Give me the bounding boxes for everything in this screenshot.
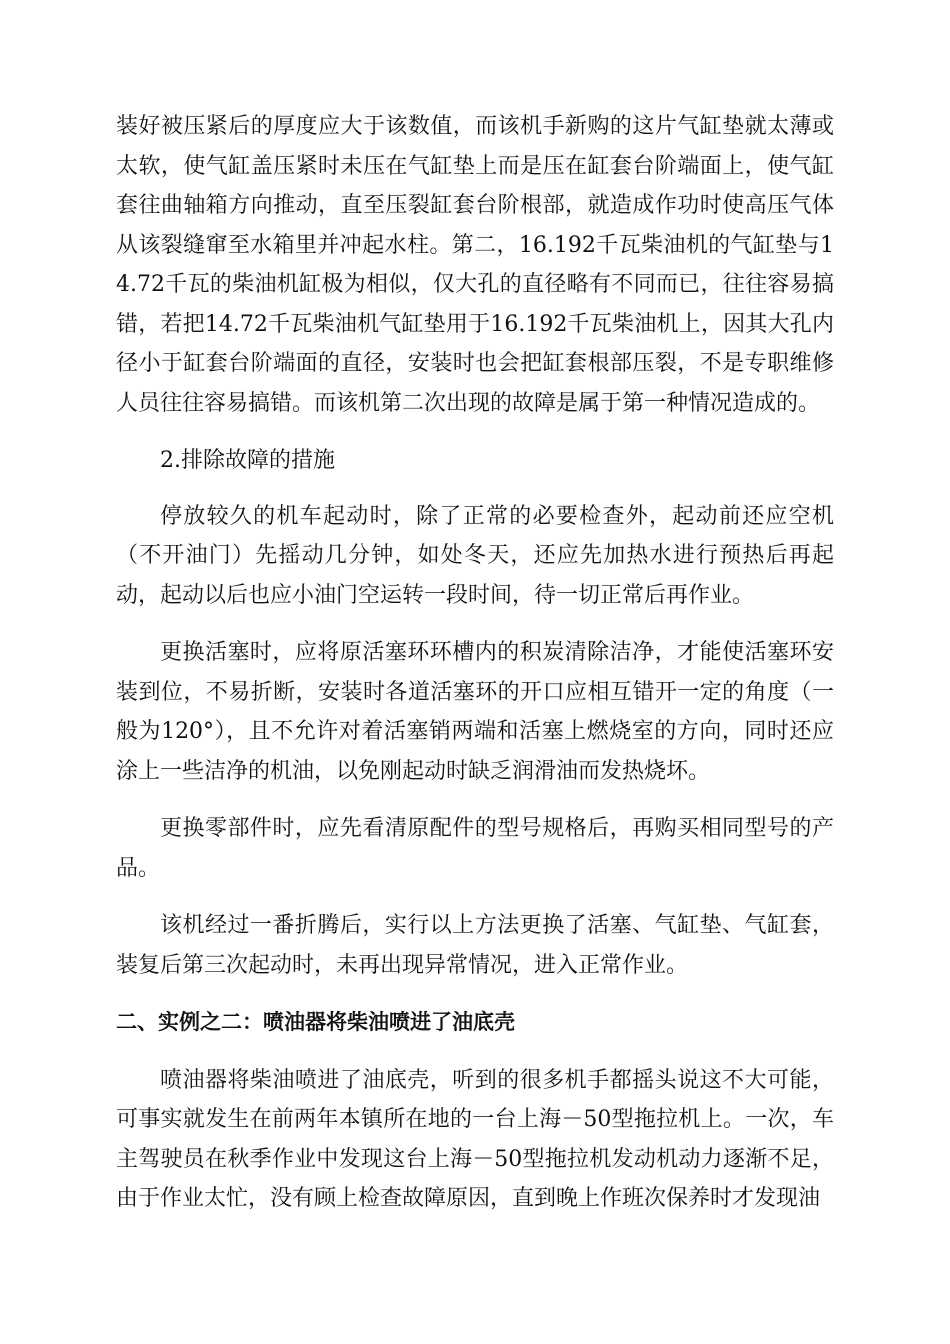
paragraph-parts-replacement: 更换零部件时，应先看清原配件的型号规格后，再购买相同型号的产品。 bbox=[116, 816, 834, 881]
paragraph-repair-result: 该机经过一番折腾后，实行以上方法更换了活塞、气缸垫、气缸套，装复后第三次起动时，未再出现异常情况，进入正常作业。 bbox=[116, 913, 834, 978]
subheading-troubleshooting-measures: 2.排除故障的措施 bbox=[160, 448, 335, 473]
paragraph-piston-replacement: 更换活塞时，应将原活塞环环槽内的积炭清除洁净，才能使活塞环安装到位，不易折断，安装时各道活塞环的开口应相互错开一定的角度（一般为120°），且不允许对着活塞销两端和活塞上燃烧室的方向，同时还应涂上一些洁净的机油，以免刚起动时缺乏润滑油而发热烧坏。 bbox=[116, 640, 834, 784]
document-page bbox=[116, 107, 834, 1237]
paragraph-injector-case: 喷油器将柴油喷进了油底壳，听到的很多机手都摇头说这不大可能，可事实就发生在前两年本镇所在地的一台上海－50型拖拉机上。一次，车主驾驶员在秋季作业中发现这台上海－50型拖拉机发动机动力逐渐不足，由于作业太忙，没有顾上检查故障原因，直到晚上作班次保养时才发现油 bbox=[116, 1067, 834, 1211]
paragraph-cylinder-gasket-cause: 装好被压紧后的厚度应大于该数值，而该机手新购的这片气缸垫就太薄或太软，使气缸盖压紧时未压在气缸垫上而是压在缸套台阶端面上，使气缸套往曲轴箱方向推动，直至压裂缸套台阶根部，就造成作功时使高压气体从该裂缝窜至水箱里并冲起水柱。第二，16.192千瓦柴油机的气缸垫与14.72千瓦的柴油机缸极为相似，仅大孔的直径略有不同而已，往往容易搞错，若把14.72千瓦柴油机气缸垫用于16.192千瓦柴油机上，因其大孔内径小于缸套台阶端面的直径，安装时也会把缸套根部压裂，不是专职维修人员往往容易搞错。而该机第二次出现的故障是属于第一种情况造成的。 bbox=[116, 114, 834, 416]
section-heading-example-two: 二、实例之二：喷油器将柴油喷进了油底壳 bbox=[116, 1010, 515, 1034]
paragraph-startup-procedure: 停放较久的机车起动时，除了正常的必要检查外，起动前还应空机（不开油门）先摇动几分钟，如处冬天，还应先加热水进行预热后再起动，起动以后也应小油门空运转一段时间，待一切正常后再作业。 bbox=[116, 503, 834, 608]
